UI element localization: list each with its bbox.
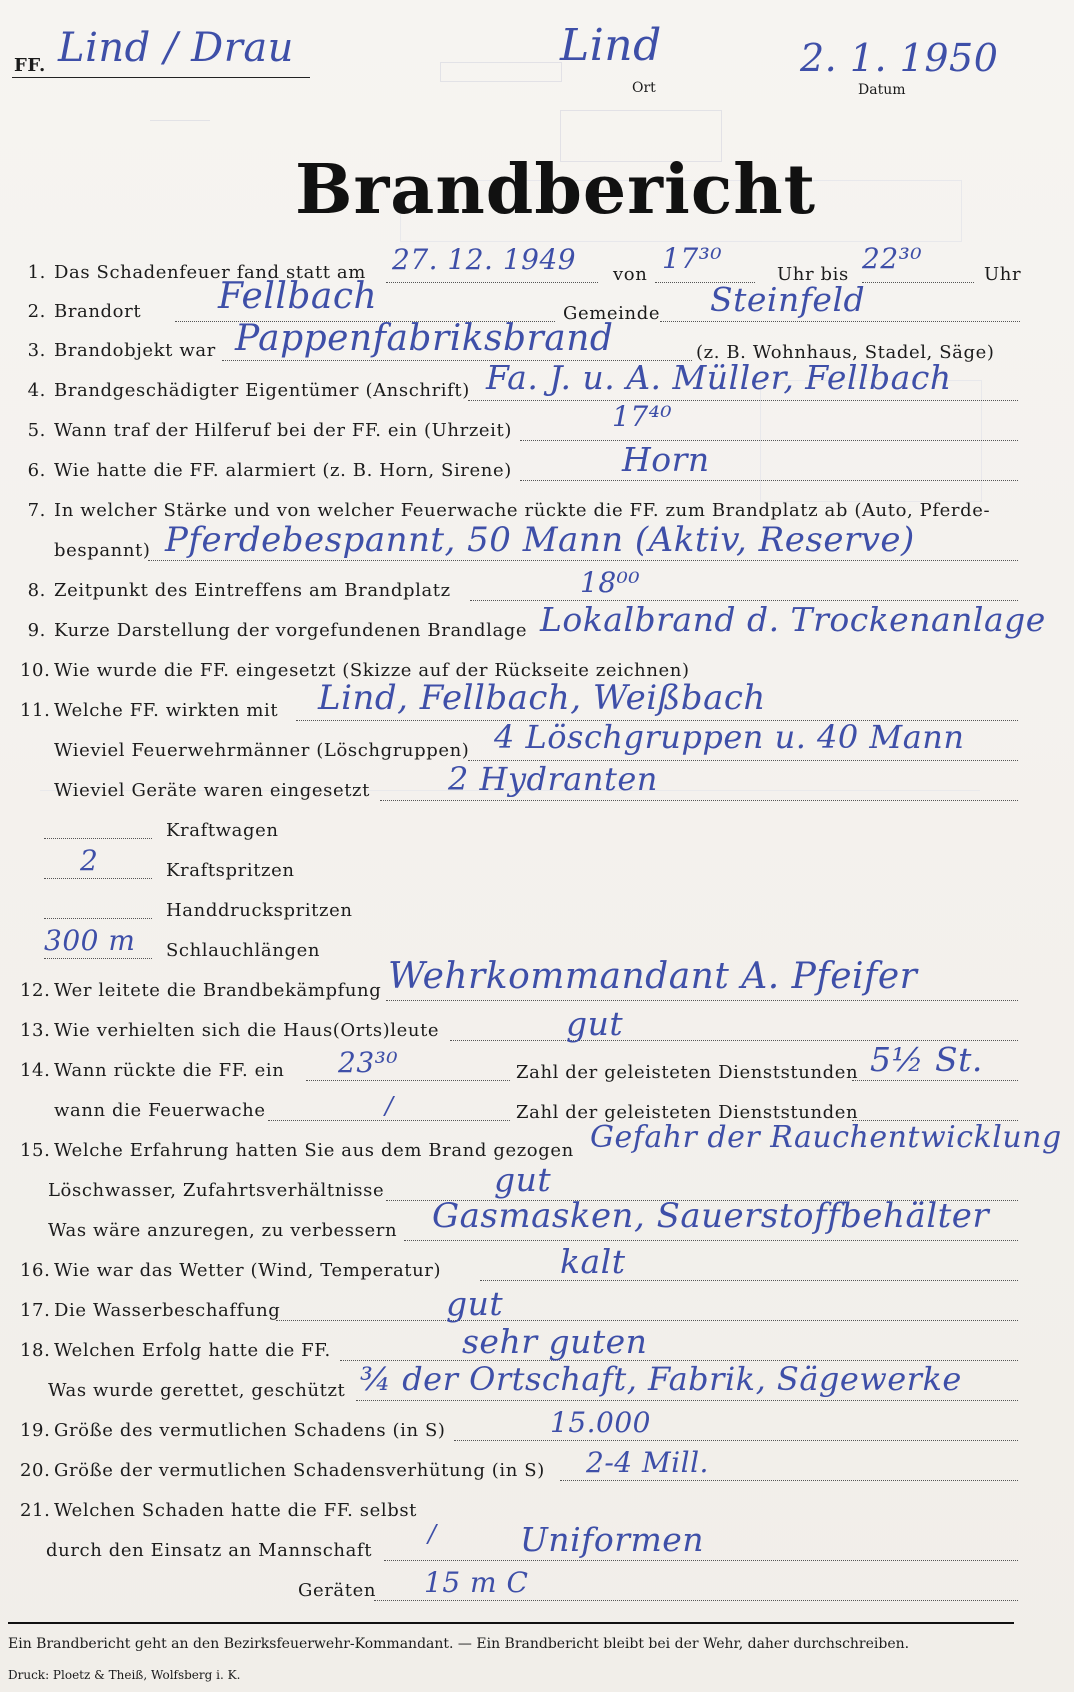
row-18-label: 18. Welchen Erfolg hatte die FF. [20, 1340, 331, 1361]
row-15-dots-c [404, 1240, 1018, 1241]
row-18-gerettet-value: ¾ der Ortschaft, Fabrik, Sägewerke [360, 1360, 962, 1398]
row-20-dots [560, 1480, 1018, 1481]
row-19-label: 19. Größe des vermutlichen Schadens (in S) [20, 1420, 446, 1441]
row-15-loesch: Löschwasser, Zufahrtsverhältnisse [48, 1180, 385, 1201]
row-6-dots [520, 480, 1018, 481]
row-7-label-2: bespannt) [54, 540, 151, 561]
row-14-dienst-2: Zahl der geleisteten Dienststunden [516, 1102, 859, 1123]
row-5-label: 5. Wann traf der Hilferuf bei der FF. ein (Uhrzeit) [27, 420, 512, 441]
row-11-label: 11. Welche FF. wirkten mit [20, 700, 279, 721]
row-21-dots-b [374, 1600, 1018, 1601]
row-1-from: 17³⁰ [662, 242, 723, 275]
row-11-dots-c [380, 800, 1018, 801]
footer-note: Ein Brandbericht geht an den Bezirksfeuerwehr-Kommandant. — Ein Brandbericht bleibt bei der Wehr, daher durchschreiben. [8, 1636, 910, 1652]
row-21-dots [384, 1560, 1018, 1561]
row-15-label: 15. Welche Erfahrung hatten Sie aus dem Brand gezogen [20, 1140, 574, 1161]
row-11-schlauch-value: 300 m [44, 924, 136, 957]
row-3-value: Pappenfabriksbrand [235, 318, 614, 359]
row-21-dash: / [428, 1520, 437, 1548]
row-1-to: 22³⁰ [862, 242, 923, 275]
ort-value: Lind [560, 20, 662, 71]
row-7-dots [148, 560, 1018, 561]
row-21-mannschaft-value: Uniformen [520, 1520, 705, 1559]
ff-underline [12, 77, 310, 78]
row-3-label: 3. Brandobjekt war [27, 340, 216, 361]
row-4-value: Fa. J. u. A. Müller, Fellbach [486, 358, 952, 397]
row-14-label-2: wann die Feuerwache [54, 1100, 266, 1121]
row-18-value: sehr guten [462, 1322, 648, 1361]
row-11-feuerwehrmaenner-value: 4 Löschgruppen u. 40 Mann [494, 718, 965, 756]
row-11-kraftspritzen: Kraftspritzen [166, 860, 295, 881]
row-15-anregen-value: Gasmasken, Sauerstoffbehälter [432, 1196, 990, 1236]
row-16-value: kalt [560, 1242, 626, 1281]
footer-rule [8, 1622, 1014, 1624]
row-15-anregen: Was wäre anzuregen, zu verbessern [48, 1220, 398, 1241]
row-14-value: 23³⁰ [338, 1046, 399, 1079]
ort-label: Ort [632, 80, 656, 96]
row-2-value: Fellbach [218, 276, 378, 317]
row-7-value: Pferdebespannt, 50 Mann (Aktiv, Reserve) [165, 520, 915, 560]
row-11-dots-e [44, 878, 152, 879]
row-6-label: 6. Wie hatte die FF. alarmiert (z. B. Horn, Sirene) [27, 460, 512, 481]
row-11-geraete-value: 2 Hydranten [448, 760, 658, 798]
row-11-dots-f [44, 918, 152, 919]
row-5-value: 17⁴⁰ [612, 400, 673, 433]
row-9-label: 9. Kurze Darstellung der vorgefundenen Brandlage [27, 620, 528, 641]
row-14-dash: / [385, 1092, 394, 1120]
row-18-gerettet: Was wurde gerettet, geschützt [48, 1380, 346, 1401]
row-21-label: 21. Welchen Schaden hatte die FF. selbst [20, 1500, 417, 1521]
row-1-dots-c [862, 282, 974, 283]
row-14-dienst: Zahl der geleisteten Dienststunden [516, 1062, 859, 1083]
ff-label: FF. [14, 55, 46, 76]
row-4-label: 4. Brandgeschädigter Eigentümer (Anschrift) [27, 380, 470, 401]
row-15-value: Gefahr der Rauchentwicklung [590, 1120, 1062, 1155]
datum-label: Datum [858, 82, 906, 98]
row-5-dots [520, 440, 1018, 441]
row-1-dots [386, 282, 598, 283]
row-20-label: 20. Größe der vermutlichen Schadensverhütung (in S) [20, 1460, 545, 1481]
row-1-uhr: Uhr [984, 264, 1022, 285]
row-17-label: 17. Die Wasserbeschaffung [20, 1300, 281, 1321]
row-14-dots-c [268, 1120, 510, 1121]
row-20-value: 2-4 Mill. [586, 1446, 709, 1479]
row-19-value: 15.000 [550, 1406, 651, 1439]
row-1-label: 1. Das Schadenfeuer fand statt am [27, 262, 366, 283]
row-21-label-2: durch den Einsatz an Mannschaft [46, 1540, 373, 1561]
row-3-hint: (z. B. Wohnhaus, Stadel, Säge) [696, 342, 995, 363]
row-7-label: 7. In welcher Stärke und von welcher Feuerwache rückte die FF. zum Brandplatz ab (Auto, Pferde- [27, 500, 991, 521]
row-14-label: 14. Wann rückte die FF. ein [20, 1060, 285, 1081]
row-16-label: 16. Wie war das Wetter (Wind, Temperatur) [20, 1260, 442, 1281]
row-2-label: 2. Brandort [27, 301, 142, 322]
row-2-gemeinde-value: Steinfeld [710, 280, 866, 319]
row-13-label: 13. Wie verhielten sich die Haus(Orts)leute [20, 1020, 440, 1041]
row-9-value: Lokalbrand d. Trockenanlage [540, 600, 1046, 639]
row-1-von: von [613, 264, 648, 285]
row-11-dots-d [44, 838, 152, 839]
row-11-kraftwagen: Kraftwagen [166, 820, 279, 841]
row-14-dots-b [852, 1080, 1018, 1081]
row-12-label: 12. Wer leitete die Brandbekämpfung [20, 980, 382, 1001]
row-1-date: 27. 12. 1949 [392, 243, 577, 276]
row-11-kraftspritzen-value: 2 [80, 844, 99, 877]
row-17-value: gut [446, 1284, 504, 1323]
page-title: Brandbericht [295, 150, 817, 230]
row-12-value: Wehrkommandant A. Pfeifer [388, 956, 918, 997]
datum-value: 2. 1. 1950 [800, 36, 999, 80]
row-14-dots [306, 1080, 510, 1081]
row-1-uhr-bis: Uhr bis [777, 264, 849, 285]
row-13-value: gut [566, 1004, 624, 1043]
row-8-value: 18⁰⁰ [580, 566, 641, 599]
row-2-gemeinde: Gemeinde [563, 303, 661, 324]
row-18-dots-b [356, 1400, 1018, 1401]
row-11-dots-g [44, 958, 152, 959]
row-19-dots [454, 1440, 1018, 1441]
row-21-geraeten: Geräten [298, 1580, 377, 1601]
row-14-dienst-value: 5½ St. [870, 1040, 983, 1079]
ff-value: Lind / Drau [58, 25, 294, 71]
row-11-geraete: Wieviel Geräte waren eingesetzt [54, 780, 370, 801]
row-10-label: 10. Wie wurde die FF. eingesetzt (Skizze auf der Rückseite zeichnen) [20, 660, 690, 681]
row-11-schlauch: Schlauchlängen [166, 940, 321, 961]
row-12-dots [386, 1000, 1018, 1001]
row-6-value: Horn [622, 440, 710, 479]
row-11-handdruck: Handdruckspritzen [166, 900, 353, 921]
row-2-dots-b [660, 321, 1020, 322]
row-8-label: 8. Zeitpunkt des Eintreffens am Brandplatz [27, 580, 451, 601]
row-11-feuerwehrmaenner: Wieviel Feuerwehrmänner (Löschgruppen) [54, 740, 470, 761]
row-4-dots [468, 400, 1018, 401]
footer-printer: Druck: Ploetz & Theiß, Wolfsberg i. K. [8, 1668, 241, 1682]
row-11-value: Lind, Fellbach, Weißbach [318, 678, 766, 718]
row-21-geraeten-value: 15 m C [424, 1566, 529, 1599]
row-15-loesch-value: gut [494, 1160, 552, 1199]
row-17-dots [276, 1320, 1018, 1321]
